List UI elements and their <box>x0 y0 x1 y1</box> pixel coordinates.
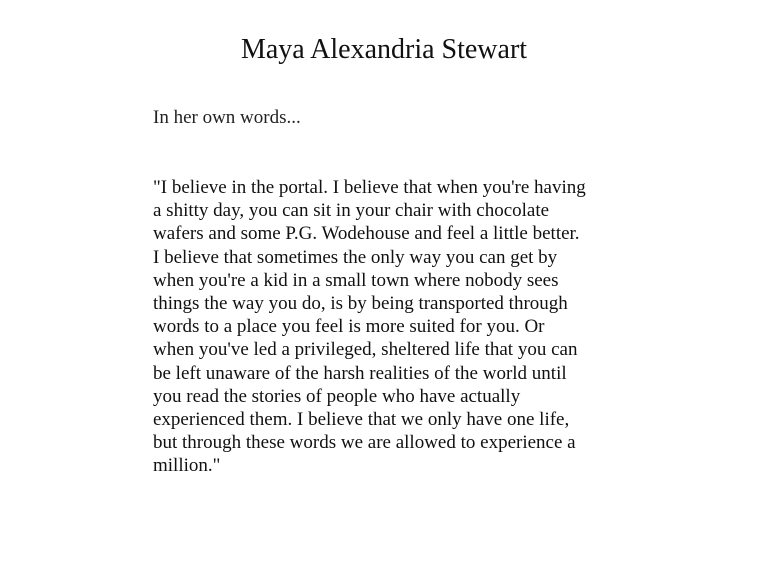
quote-line: things the way you do, is by being transported through <box>153 293 568 315</box>
quote-line: experienced them. I believe that we only have one life, <box>153 409 570 431</box>
page-title: Maya Alexandria Stewart <box>240 34 528 65</box>
intro-text: In her own words... <box>153 107 301 128</box>
quote-line: when you're a kid in a small town where nobody sees <box>153 269 559 291</box>
quote-line: when you've led a privileged, sheltered life that you can <box>153 339 578 361</box>
quote-line: but through these words we are allowed to experience a <box>153 432 576 454</box>
quote-line: I believe that sometimes the only way you can get by <box>153 246 558 268</box>
quote-line: wafers and some P.G. Wodehouse and feel a little better. <box>153 223 580 245</box>
quote-block <box>153 176 623 478</box>
quote-line: a shitty day, you can sit in your chair with chocolate <box>153 200 550 222</box>
quote-line: be left unaware of the harsh realities of the world until <box>153 362 567 384</box>
quote-line: million." <box>153 455 221 477</box>
quote-line: words to a place you feel is more suited for you. Or <box>153 316 545 338</box>
quote-line: "I believe in the portal. I believe that when you're having <box>153 177 586 198</box>
quote-line: you read the stories of people who have actually <box>153 385 521 407</box>
